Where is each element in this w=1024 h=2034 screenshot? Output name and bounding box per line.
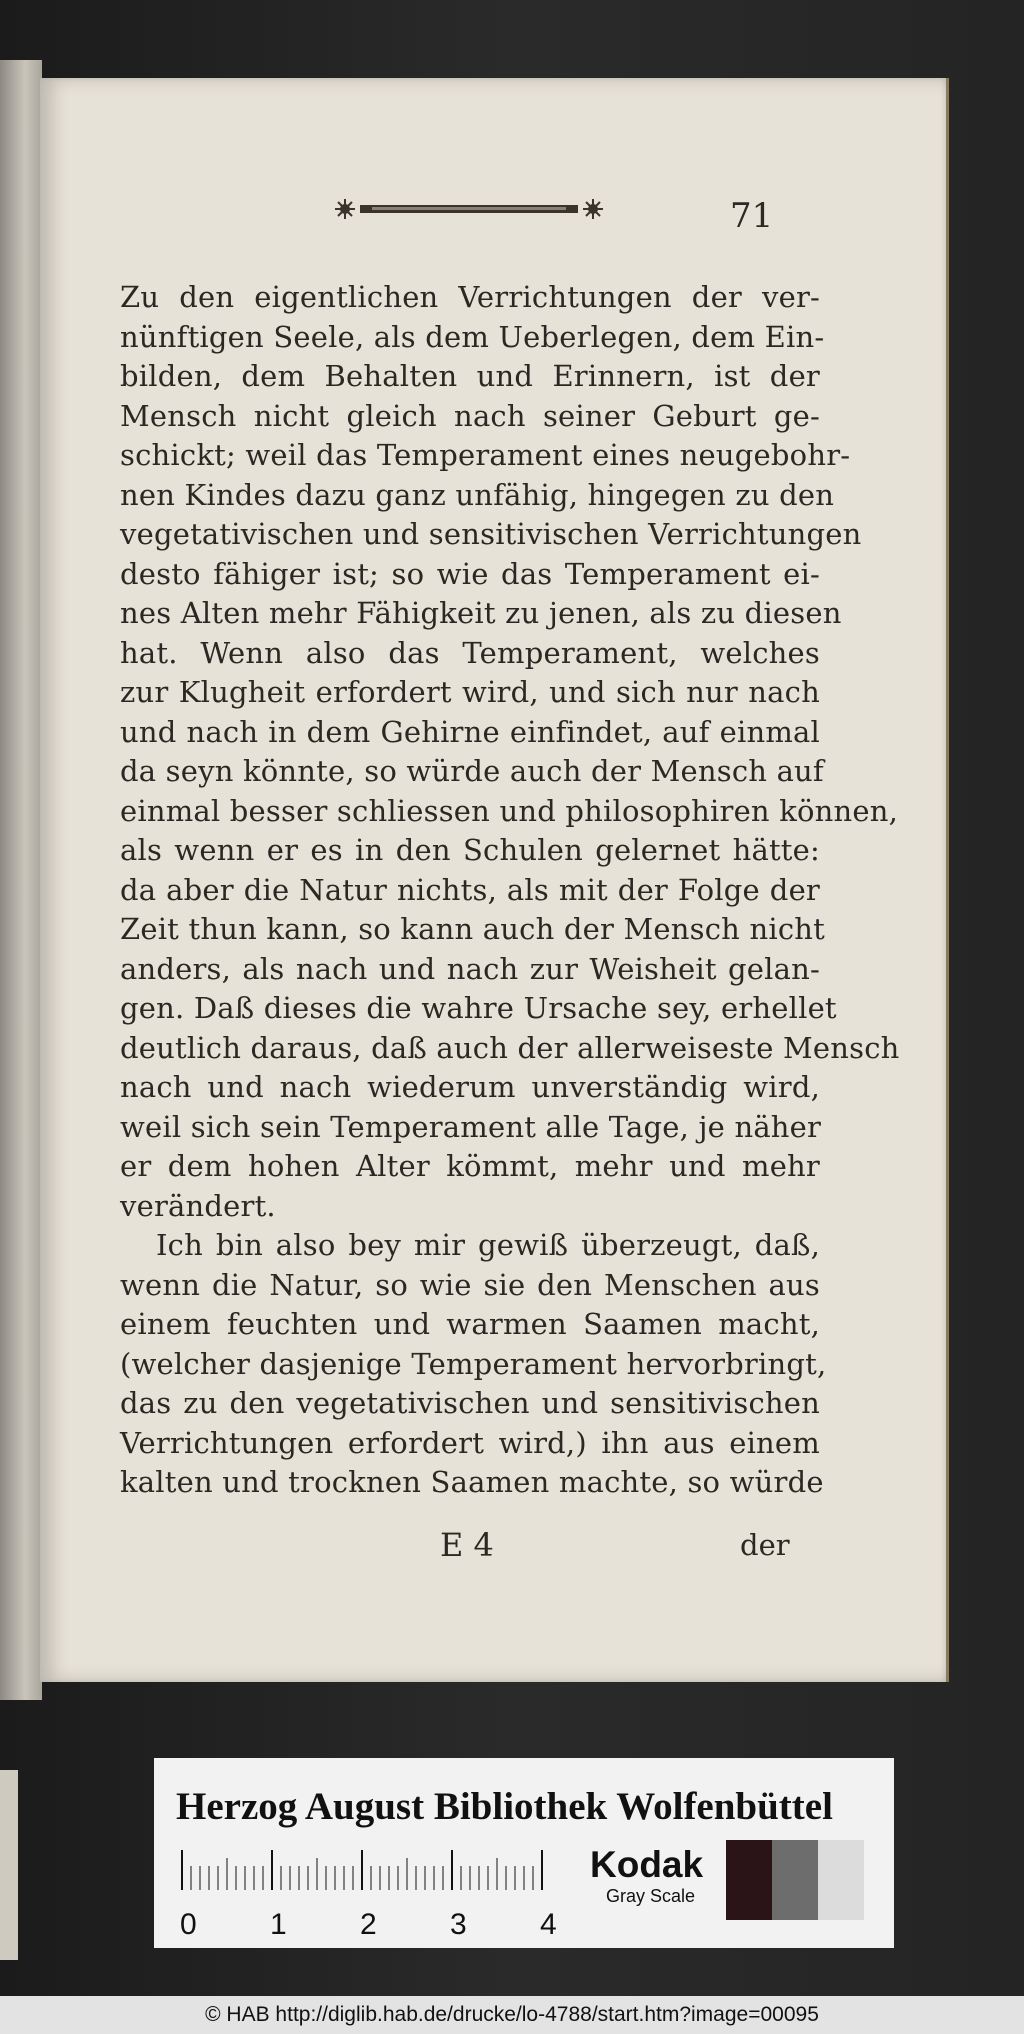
text-line: schickt; weil das Temperament eines neugebohr- (120, 438, 851, 472)
text-line: zur Klugheit erfordert wird, und sich nur nach (120, 675, 820, 709)
catchword: der (740, 1528, 790, 1562)
color-calibration-card (154, 1758, 894, 1948)
gray-swatch-dark (726, 1840, 772, 1920)
text-line: deutlich daraus, daß auch der allerweiseste Mensch (120, 1030, 900, 1065)
text-line: bilden, dem Behalten und Erinnern, ist der (120, 359, 820, 393)
ruler-label: 1 (270, 1908, 287, 1941)
text-line: als wenn er es in den Schulen gelernet hätte: (120, 833, 820, 867)
facing-page-edge (0, 60, 42, 1700)
ruler-label: 2 (360, 1908, 377, 1941)
text-line: Mensch nicht gleich nach seiner Geburt ge- (120, 398, 820, 433)
text-line: weil sich sein Temperament alle Tage, je näher (120, 1109, 822, 1144)
ruler-label: 3 (450, 1908, 467, 1941)
text-line: verändert. (120, 1188, 276, 1223)
text-line: nes Alten mehr Fähigkeit zu jenen, als zu diesen (120, 596, 842, 630)
ruler-label: 0 (180, 1908, 197, 1941)
header-ornament (332, 196, 606, 222)
text-line: Verrichtungen erfordert wird,) ihn aus einem (120, 1425, 820, 1460)
text-line: nen Kindes dazu ganz unfähig, hingegen zu den (120, 477, 835, 512)
text-line: einem feuchten und warmen Saamen macht, (120, 1307, 820, 1341)
text-line: desto fähiger ist; so wie das Temperament ei- (120, 556, 820, 591)
text-line: hat. Wenn also das Temperament, welches (120, 635, 820, 670)
text-line: und nach in dem Gehirne einfindet, auf einmal (120, 714, 820, 749)
text-line: anders, als nach und nach zur Weisheit gelan- (120, 951, 820, 986)
text-line: das zu den vegetativischen und sensitivischen (120, 1386, 820, 1420)
text-line: er dem hohen Alter kömmt, mehr und mehr (120, 1149, 820, 1183)
text-line: Zeit thun kann, so kann auch der Mensch nicht (120, 912, 825, 946)
text-line: (welcher dasjenige Temperament hervorbringt, (120, 1346, 827, 1381)
text-line: da aber die Natur nichts, als mit der Folge der (120, 872, 820, 907)
text-line: Ich bin also bey mir gewiß überzeugt, daß, (156, 1228, 820, 1262)
library-name: Herzog August Bibliothek Wolfenbüttel (176, 1785, 833, 1828)
text-line: einmal besser schliessen und philosophiren können, (120, 793, 899, 828)
ruler-label: 4 (540, 1908, 557, 1941)
facing-page-strip (0, 1770, 18, 1960)
signature-mark: E 4 (440, 1526, 494, 1564)
text-line: vegetativischen und sensitivischen Verrichtungen (120, 517, 862, 551)
text-line: nünftigen Seele, als dem Ueberlegen, dem Ein- (120, 319, 825, 354)
gray-swatch-mid (772, 1840, 818, 1920)
kodak-logo: Kodak (590, 1844, 704, 1885)
body-text (120, 278, 900, 1503)
text-line: Zu den eigentlichen Verrichtungen der ver- (120, 280, 820, 314)
page-number: 71 (730, 196, 774, 236)
text-line: nach und nach wiederum unverständig wird, (120, 1070, 820, 1104)
gray-scale-label: Gray Scale (606, 1886, 696, 1906)
ruler-scale (180, 1850, 580, 1894)
text-line: kalten und trocknen Saamen machte, so würde (120, 1465, 824, 1499)
text-line: wenn die Natur, so wie sie den Menschen aus (120, 1267, 820, 1302)
text-line: gen. Daß dieses die wahre Ursache sey, erhellet (120, 991, 837, 1025)
gray-swatch-light (818, 1840, 864, 1920)
copyright-footer: © HAB http://diglib.hab.de/drucke/lo-4788/start.htm?image=00095 (0, 1996, 1024, 2034)
text-line: da seyn könnte, so würde auch der Mensch auf (120, 754, 824, 788)
book-page (40, 78, 949, 1682)
